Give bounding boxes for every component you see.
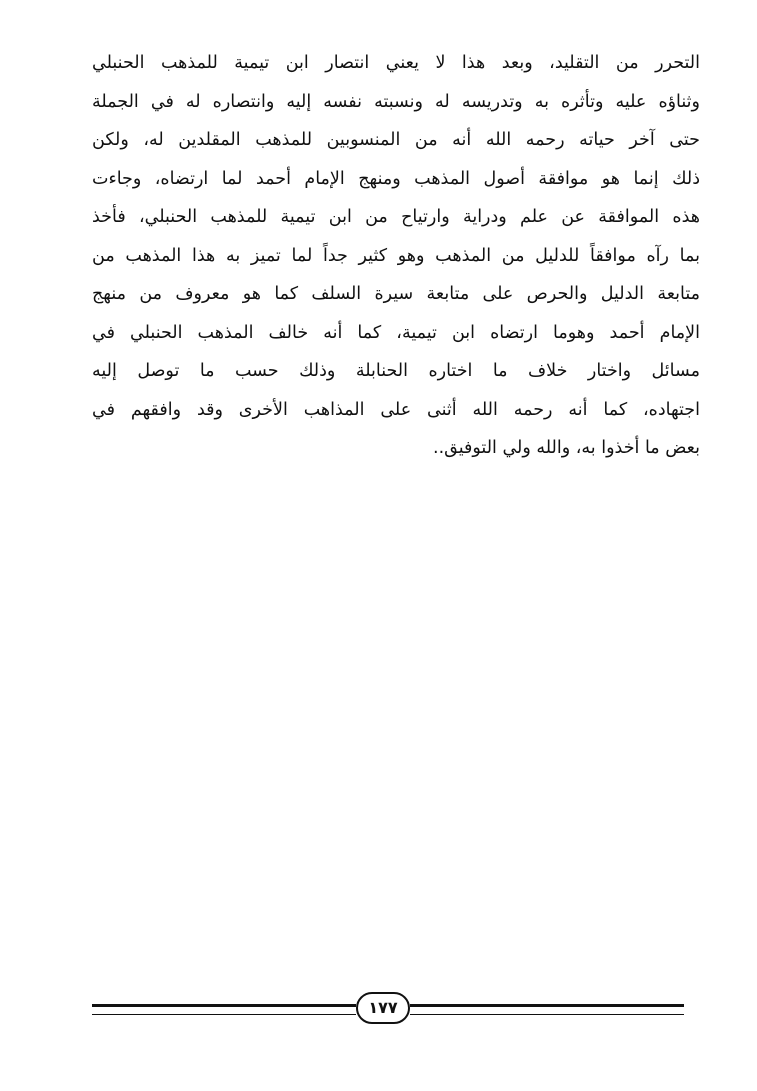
text-line: بما رآه موافقاً للدليل من المذهب وهو كثير جداً لما تميز به هذا المذهب من — [92, 245, 700, 266]
page-number: ١٧٧ — [356, 992, 410, 1024]
text-line: هذه الموافقة عن علم ودراية وارتياح من ابن تيمية للمذهب الحنبلي، فأخذ — [92, 207, 700, 227]
text-line: مسائل واختار خلاف ما اختاره الحنابلة وذلك حسب ما توصل إليه — [92, 361, 700, 381]
text-line: الإمام أحمد وهوما ارتضاه ابن تيمية، كما أنه خالف المذهب الحنبلي في — [92, 322, 700, 343]
text-line: التحرر من التقليد، وبعد هذا لا يعني انتصار ابن تيمية للمذهب الحنبلي — [92, 53, 700, 73]
footer-rule-right — [410, 1004, 684, 1015]
page-footer — [92, 992, 684, 1032]
text-line-last: بعض ما أخذوا به، والله ولي التوفيق.. — [433, 438, 700, 458]
text-line: حتى آخر حياته رحمه الله أنه من المنسوبين للمذهب المقلدين له، ولكن — [92, 130, 700, 150]
text-line: وثناؤه عليه وتأثره به وتدريسه له ونسبته نفسه إليه وانتصاره له في الجملة — [92, 91, 700, 112]
text-line: متابعة الدليل والحرص على متابعة سيرة السلف كما هو معروف من منهج — [92, 284, 700, 304]
body-text — [92, 44, 700, 468]
text-line: ذلك إنما هو موافقة أصول المذهب ومنهج الإمام أحمد لما ارتضاه، وجاءت — [92, 168, 700, 189]
footer-rule-left — [92, 1004, 356, 1015]
text-line: اجتهاده، كما أنه رحمه الله أثنى على المذاهب الأخرى وقد وافقهم في — [92, 399, 700, 420]
